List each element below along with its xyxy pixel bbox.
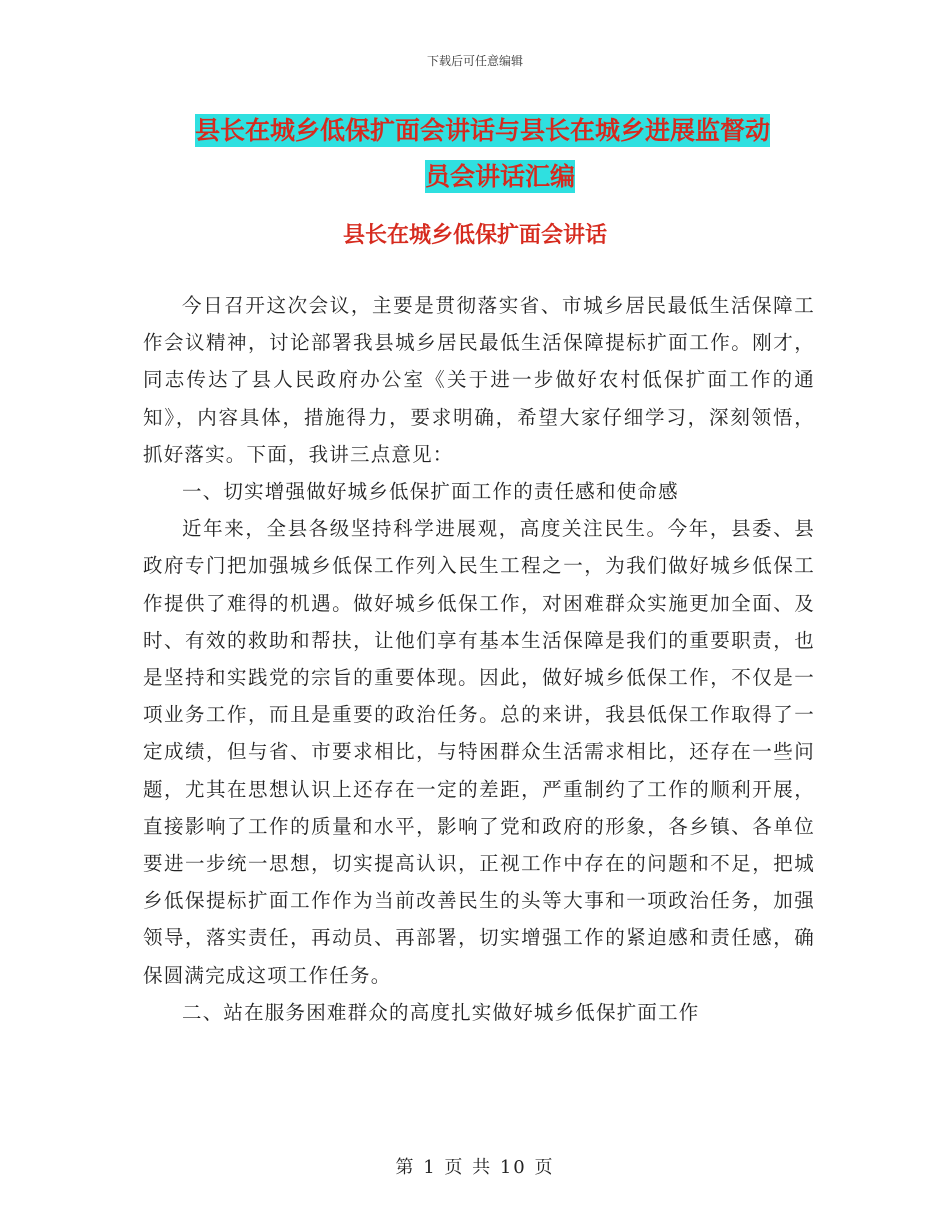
page-number: 第 1 页 共 10 页 <box>395 1157 555 1178</box>
section-title: 县长在城乡低保扩面会讲话 <box>342 222 607 248</box>
paragraph-body-1: 近年来，全县各级坚持科学进展观，高度关注民生。今年，县委、县政府专门把加强城乡低保工作列入民生工程之一，为我们做好城乡低保工作提供了难得的机遇。做好城乡低保工作，对困难群众实施更加全面、及时、有效的救助和帮扶，让他们享有基本生活保障是我们的重要职责，也是坚持和实践党的宗旨的重要体现。因此，做好城乡低保工作，不仅是一项业务工作，而且是重要的政治任务。总的来讲，我县低保工作取得了一定成绩，但与省、市要求相比，与特困群众生活需求相比，还存在一些问题，尤其在思想认识上还存在一定的差距，严重制约了工作的顺利开展，直接影响了工作的质量和水平，影响了党和政府的形象，各乡镇、各单位要进一步统一思想，切实提高认识，正视工作中存在的问题和不足，把城乡低保提标扩面工作作为当前改善民生的头等大事和一项政治任务，加强领导，落实责任，再动员、再部署，切实增强工作的紧迫感和责任感，确保圆满完成这项工作任务。 <box>143 517 815 987</box>
body-text <box>143 287 815 1031</box>
document-title-line-1: 县长在城乡低保扩面会讲话与县长在城乡进展监督动 <box>195 116 771 145</box>
document-title-line-2: 员会讲话汇编 <box>424 162 575 191</box>
paragraph-heading-1: 一、切实增强做好城乡低保扩面工作的责任感和使命感 <box>182 480 679 504</box>
paragraph-intro: 今日召开这次会议，主要是贯彻落实省、市城乡居民最低生活保障工作会议精神，讨论部署我县城乡居民最低生活保障提标扩面工作。刚才，同志传达了县人民政府办公室《关于进一步做好农村低保扩面工作的通知》，内容具体，措施得力，要求明确，希望大家仔细学习，深刻领悟，抓好落实。下面，我讲三点意见： <box>143 294 815 466</box>
document-title <box>195 108 805 200</box>
page-header-note: 下载后可任意编辑 <box>426 54 523 68</box>
paragraph-heading-2: 二、站在服务困难群众的高度扎实做好城乡低保扩面工作 <box>182 1000 700 1024</box>
